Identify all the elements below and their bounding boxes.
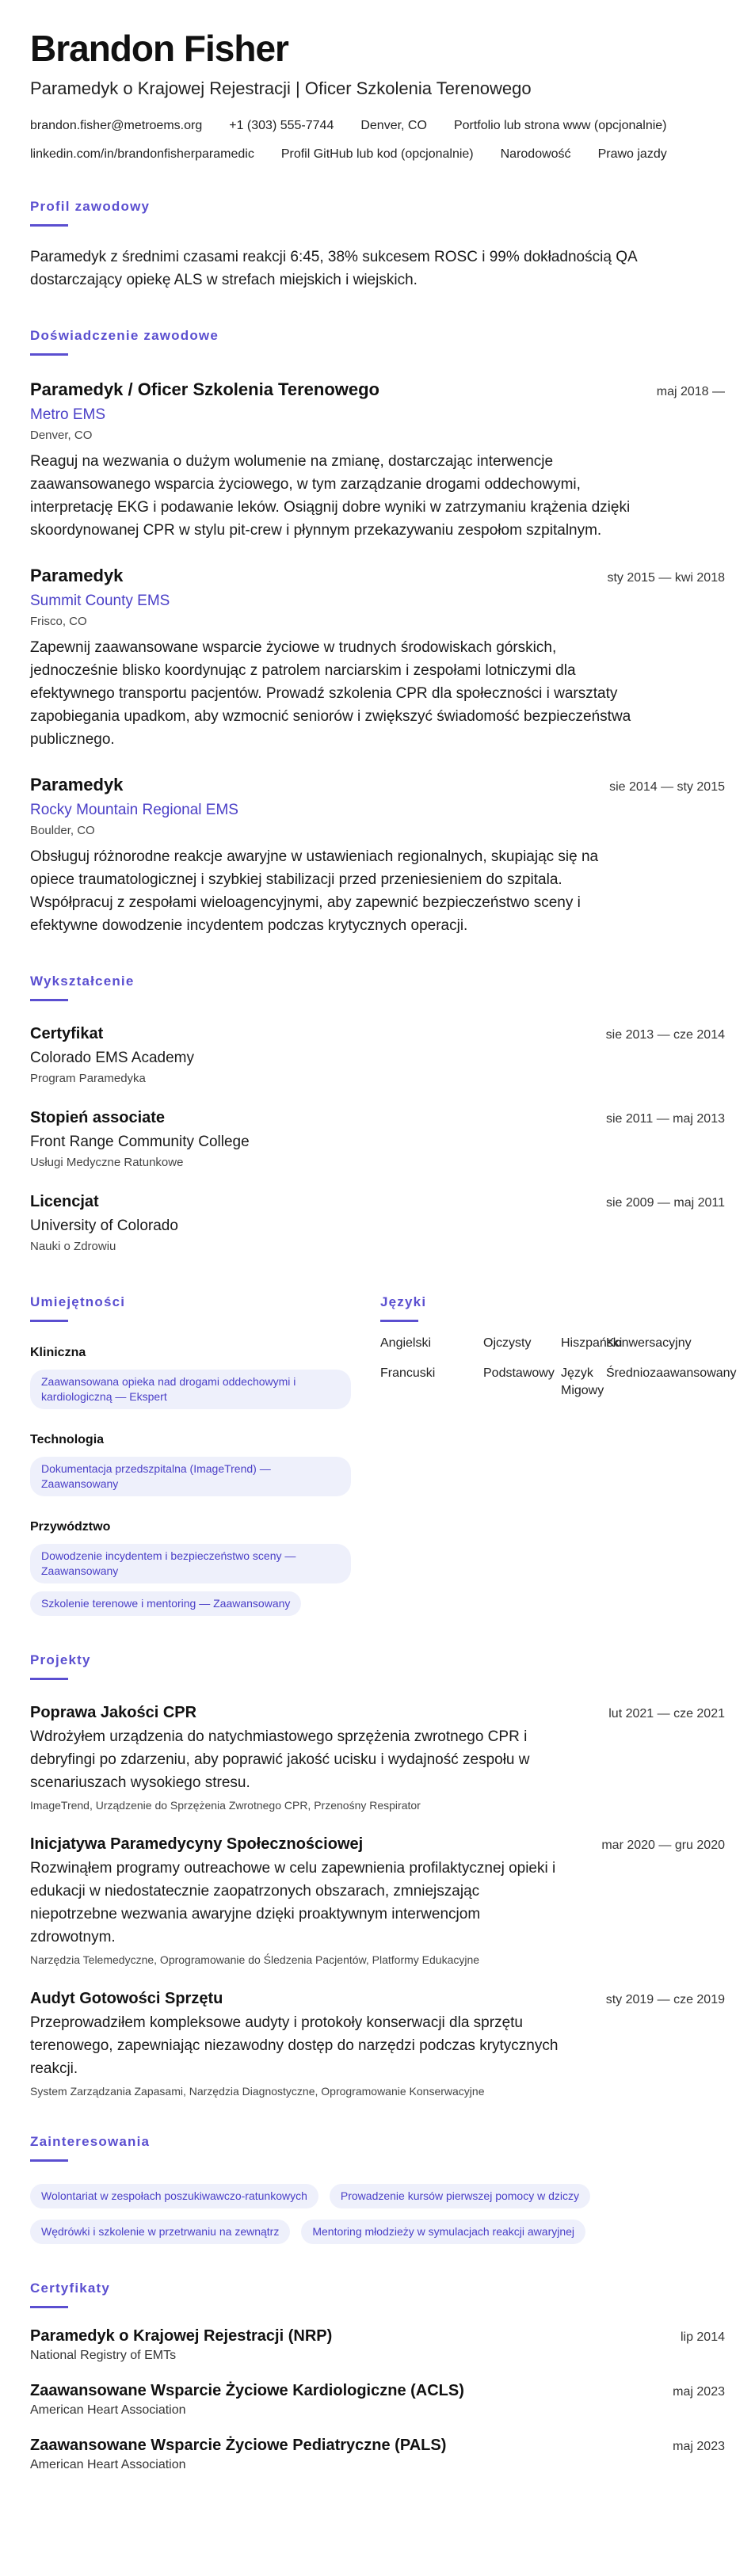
section-title: Projekty [30, 1652, 91, 1667]
project-name: Poprawa Jakości CPR [30, 1703, 197, 1721]
language-name: Język Migowy [561, 1366, 604, 1397]
job-company: Summit County EMS [30, 592, 170, 609]
job-date: sty 2015 — kwi 2018 [607, 570, 725, 585]
summary-text: Paramedyk z średnimi czasami reakcji 6:45, 38% sukcesem ROSC i 99% dokładnością QA dostarczający opiekę ALS w strefach miejskich i wiejskich. [30, 248, 637, 288]
job-title: Paramedyk [30, 565, 124, 585]
education-date: sie 2009 — maj 2011 [605, 1195, 725, 1210]
job-location: Boulder, CO [30, 823, 95, 837]
contact-nationality: Narodowość [500, 147, 571, 161]
interest-chip: Mentoring młodzieży w symulacjach reakcji awaryjnej [301, 2220, 585, 2244]
project-name: Inicjatywa Paramedycyny Społecznościowej [30, 1835, 364, 1853]
language-name: Angielski [380, 1336, 432, 1350]
certificate-name: Zaawansowane Wsparcie Życiowe Pediatryczne (PALS) [30, 2436, 447, 2454]
project-entry [30, 1704, 725, 1812]
project-description: Przeprowadziłem kompleksowe audyty i protokoły konserwacji dla sprzętu terenowego, zapewniając niezawodny dostęp do narzędzi podczas krytycznych reakcji. [30, 2014, 559, 2077]
education-degree: Certyfikat [30, 1024, 104, 1042]
interest-list [30, 2184, 664, 2244]
certificate-issuer: National Registry of EMTs [30, 2348, 177, 2362]
contact-portfolio[interactable]: Portfolio lub strona www (opcjonalnie) [453, 118, 667, 132]
languages-section [380, 1294, 737, 1616]
project-technologies: Narzędzia Telemedyczne, Oprogramowanie do Śledzenia Pacjentów, Platformy Edukacyjne [30, 1953, 480, 1966]
job-company: Metro EMS [30, 406, 106, 423]
section-title: Zainteresowania [30, 2133, 151, 2149]
job-entry [30, 566, 725, 751]
job-entry [30, 379, 725, 542]
certificate-issuer: American Heart Association [30, 2457, 186, 2471]
project-date: mar 2020 — gru 2020 [601, 1838, 725, 1852]
certificates-section [30, 2281, 725, 2472]
education-field: Program Paramedyka [30, 1071, 146, 1085]
certificate-entry [30, 2437, 725, 2472]
project-name: Audyt Gotowości Sprzętu [30, 1989, 223, 2007]
job-description: Zapewnij zaawansowane wsparcie życiowe w trudnych środowiskach górskich, jednocześnie blisko koordynując z patrolem narciarskim i zespołami lotniczymi dla efektywnego transportu pacjentów. Prowadź szkolenia CPR dla społeczności i warsztaty zapobiegania upadkom, aby wzmocnić seniorów i zwiększyć świadomość bezpieczeństwa publicznego. [30, 638, 631, 748]
job-title: Paramedyk [30, 774, 124, 795]
contact-email[interactable]: brandon.fisher@metroems.org [30, 118, 203, 132]
section-divider [30, 353, 68, 356]
project-entry [30, 1835, 725, 1966]
certificate-date: lip 2014 [680, 2330, 725, 2344]
job-location: Frisco, CO [30, 614, 87, 628]
language-row [380, 1365, 737, 1400]
project-technologies: System Zarządzania Zapasami, Narzędzia Diagnostyczne, Oprogramowanie Konserwacyjne [30, 2084, 485, 2098]
experience-section [30, 328, 725, 937]
candidate-name: Brandon Fisher [30, 28, 288, 69]
education-school: University of Colorado [30, 1217, 178, 1234]
project-description: Wdrożyłem urządzenia do natychmiastowego sprzężenia zwrotnego CPR i debryfingi po zdarzeniu, aby poprawić jakość ucisku i wydajność zespołu w scenariuszach wysokiego stresu. [30, 1728, 530, 1791]
project-description: Rozwinąłem programy outreachowe w celu zapewnienia profilaktycznej opieki i edukacji w niedostatecznie zaopatrzonych obszarach, zmniejszając niepotrzebne wezwania awaryjne dzięki proaktywnym interwencjom zdrowotnym. [30, 1859, 556, 1945]
job-date: maj 2018 — [656, 384, 725, 398]
education-school: Colorado EMS Academy [30, 1049, 194, 1066]
interests-section [30, 2134, 725, 2244]
skill-category: Technologia [30, 1432, 105, 1446]
skill-chip: Zaawansowana opieka nad drogami oddechowymi i kardiologiczną — Ekspert [30, 1370, 351, 1409]
project-technologies: ImageTrend, Urządzenie do Sprzężenia Zwrotnego CPR, Przenośny Respirator [30, 1798, 421, 1812]
language-name: Hiszpański [561, 1336, 623, 1350]
contact-location: Denver, CO [360, 118, 427, 132]
language-row [380, 1335, 725, 1352]
section-title: Języki [380, 1294, 427, 1309]
language-level: Konwersacyjny [606, 1336, 692, 1350]
projects-section [30, 1652, 725, 2098]
section-title: Profil zawodowy [30, 198, 151, 214]
language-name: Francuski [380, 1366, 436, 1380]
skills-languages-row [30, 1294, 737, 1616]
candidate-headline: Paramedyk o Krajowej Rejestracji | Oficer Szkolenia Terenowego [30, 78, 532, 98]
job-title: Paramedyk / Oficer Szkolenia Terenowego [30, 379, 379, 399]
section-divider [30, 224, 68, 227]
resume-header [30, 29, 725, 162]
project-date: sty 2019 — cze 2019 [605, 1992, 725, 2006]
section-title: Umiejętności [30, 1294, 126, 1309]
language-level: Ojczysty [483, 1336, 532, 1350]
job-entry [30, 775, 725, 937]
job-description: Reaguj na wezwania o dużym wolumenie na zmianę, dostarczając interwencje zaawansowanego wsparcia życiowego, w tym zarządzanie drogami oddechowymi, interpretację EKG i podawanie leków. Osiągnij dobre wyniki w zatrzymaniu krążenia dzięki skoordynowanej CPR w stylu pit-crew i płynnym przekazywaniu zespołom szpitalnym. [30, 452, 631, 539]
skill-chip: Dowodzenie incydentem i bezpieczeństwo sceny — Zaawansowany [30, 1544, 351, 1583]
education-field: Usługi Medyczne Ratunkowe [30, 1155, 184, 1169]
language-level: Podstawowy [483, 1366, 555, 1380]
education-degree: Licencjat [30, 1192, 99, 1210]
section-title: Certyfikaty [30, 2280, 111, 2296]
interest-chip: Wędrówki i szkolenie w przetrwaniu na zewnątrz [30, 2220, 290, 2244]
skill-chip: Dokumentacja przedszpitalna (ImageTrend) — Zaawansowany [30, 1457, 351, 1496]
certificate-date: maj 2023 [673, 2384, 725, 2399]
project-entry [30, 1990, 725, 2098]
contact-github[interactable]: Profil GitHub lub kod (opcjonalnie) [280, 147, 474, 161]
contact-phone[interactable]: +1 (303) 555-7744 [229, 118, 334, 132]
section-divider [30, 999, 68, 1001]
education-date: sie 2013 — cze 2014 [605, 1027, 725, 1042]
job-location: Denver, CO [30, 428, 93, 442]
contact-list [30, 118, 725, 162]
summary-section [30, 199, 725, 292]
skill-chip: Szkolenie terenowe i mentoring — Zaawansowany [30, 1591, 301, 1616]
contact-driving-license: Prawo jazdy [597, 147, 667, 161]
section-title: Wykształcenie [30, 973, 135, 989]
language-level: Średniozaawansowany [606, 1366, 737, 1380]
education-entry [30, 1025, 725, 1085]
project-date: lut 2021 — cze 2021 [608, 1706, 725, 1721]
certificate-entry [30, 2327, 725, 2363]
education-entry [30, 1109, 725, 1169]
interest-chip: Wolontariat w zespołach poszukiwawczo-ratunkowych [30, 2184, 318, 2208]
interest-chip: Prowadzenie kursów pierwszej pomocy w dziczy [330, 2184, 590, 2208]
contact-linkedin[interactable]: linkedin.com/in/brandonfisherparamedic [30, 147, 254, 161]
section-title: Doświadczenie zawodowe [30, 327, 219, 343]
certificate-date: maj 2023 [673, 2439, 725, 2453]
education-field: Nauki o Zdrowiu [30, 1239, 116, 1253]
skills-section [30, 1294, 380, 1616]
skill-category: Kliniczna [30, 1345, 86, 1359]
job-date: sie 2014 — sty 2015 [609, 779, 725, 794]
section-divider [30, 2306, 68, 2308]
education-section [30, 974, 725, 1253]
section-divider [30, 1678, 68, 1680]
education-entry [30, 1193, 725, 1253]
job-description: Obsługuj różnorodne reakcje awaryjne w ustawieniach regionalnych, skupiając się na opiece traumatologicznej i szybkiej stabilizacji przed przeniesieniem do szpitala. Współpracuj z zespołami wieloagencyjnymi, aby zapewnić bezpieczeństwo sceny i efektywne dowodzenie incydentem podczas krytycznych operacji. [30, 848, 599, 934]
certificate-name: Paramedyk o Krajowej Rejestracji (NRP) [30, 2326, 333, 2345]
education-degree: Stopień associate [30, 1108, 166, 1126]
certificate-name: Zaawansowane Wsparcie Życiowe Kardiologiczne (ACLS) [30, 2381, 464, 2399]
section-divider [30, 1320, 68, 1322]
education-date: sie 2011 — maj 2013 [605, 1111, 725, 1126]
certificate-issuer: American Heart Association [30, 2403, 186, 2417]
certificate-entry [30, 2382, 725, 2418]
skill-category: Przywództwo [30, 1519, 111, 1534]
job-company: Rocky Mountain Regional EMS [30, 801, 238, 818]
education-school: Front Range Community College [30, 1133, 250, 1150]
section-divider [30, 2159, 68, 2162]
section-divider [380, 1320, 418, 1322]
